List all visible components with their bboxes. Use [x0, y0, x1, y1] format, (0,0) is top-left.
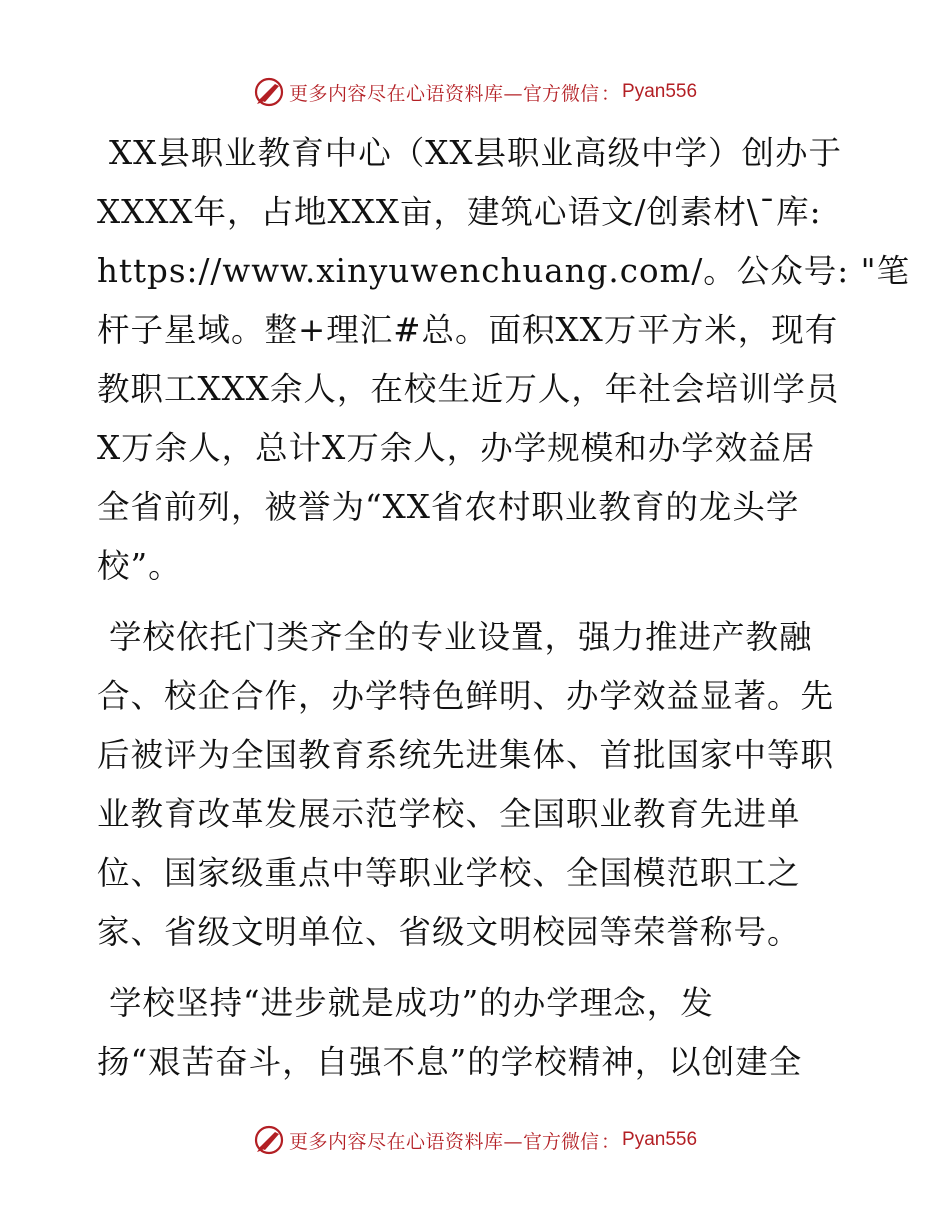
banner-colon: ： [601, 82, 621, 105]
text-line: 杆子星域。整+理汇#总。面积XX万平方米，现有 [97, 311, 839, 349]
paragraph-1 [97, 124, 911, 596]
text-line: 教职工XXX余人，在校生近万人，年社会培训学员 [97, 370, 840, 408]
text-line: 位、国家级重点中等职业学校、全国模范职工之 [97, 854, 801, 892]
banner-colon: ： [601, 1130, 621, 1153]
text-line: 全省前列，被誉为“XX省农村职业教育的龙头学 [97, 488, 800, 526]
banner-wechat-id: Pyan556 [622, 81, 698, 102]
footer-banner [0, 1120, 950, 1160]
document-body [97, 124, 911, 1104]
text-line: XX县职业教育中心（XX县职业高级中学）创办于 [109, 134, 843, 172]
text-line: 校”。 [97, 547, 182, 585]
banner-wechat-label: 官方微信 [522, 82, 599, 105]
text-line: 后被评为全国教育系统先进集体、首批国家中等职 [97, 736, 835, 774]
text-line: 学校坚持“进步就是成功”的办学理念，发 [109, 984, 714, 1022]
quill-pen-badge-icon [253, 1124, 285, 1156]
text-line: X万余人，总计X万余人，办学规模和办学效益居 [97, 429, 816, 467]
text-line: XXXX年，占地XXX亩，建筑心语文/创素材\¯库: [97, 193, 822, 231]
text-line: 业教育改革发展示范学校、全国职业教育先进单 [97, 795, 801, 833]
text-line: https://www.xinyuwenchuang.com/。公众号: "笔 [97, 252, 911, 290]
paragraph-3 [97, 974, 857, 1092]
banner-wechat-id: Pyan556 [622, 1129, 698, 1150]
text-line: 学校依托门类齐全的专业设置，强力推进产教融 [109, 618, 813, 656]
paragraph-2 [97, 608, 857, 962]
banner-wechat-label: 官方微信 [522, 1130, 599, 1153]
quill-pen-badge-icon [253, 76, 285, 108]
header-banner [0, 72, 950, 112]
text-line: 扬“艰苦奋斗，自强不息”的学校精神，以创建全 [97, 1043, 803, 1081]
banner-text: 更多内容尽在心语资料库— [288, 1130, 523, 1153]
text-line: 家、省级文明单位、省级文明校园等荣誉称号。 [97, 913, 801, 951]
text-line: 合、校企合作，办学特色鲜明、办学效益显著。先 [97, 677, 835, 715]
banner-text: 更多内容尽在心语资料库— [288, 82, 523, 105]
